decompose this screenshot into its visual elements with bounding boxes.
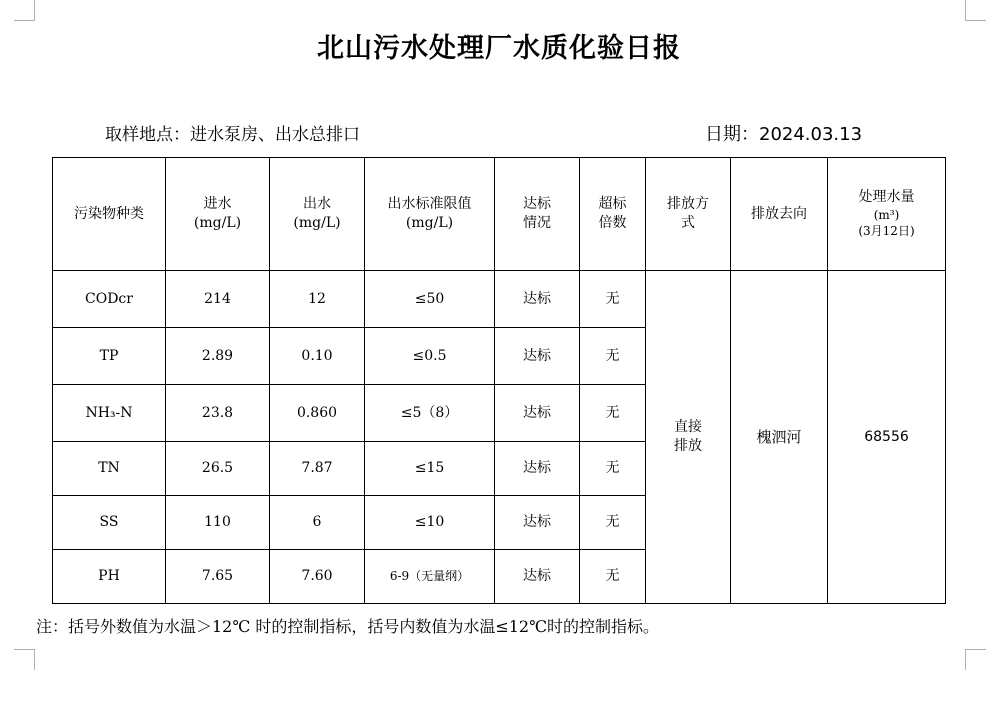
header-volume-date: (3月12日) — [858, 224, 915, 239]
header-status-line1: 达标 — [523, 196, 551, 213]
header-volume — [828, 158, 946, 271]
corner-mark-top-right — [965, 0, 986, 21]
inflow-value: 7.65 — [166, 550, 270, 604]
header-row — [53, 158, 946, 271]
outflow-value: 0.10 — [270, 328, 365, 385]
outflow-value: 12 — [270, 271, 365, 328]
date-value: 2024.03.13 — [759, 124, 863, 145]
limit-value: 6-9（无量纲） — [365, 550, 495, 604]
pollutant-name: NH₃-N — [53, 385, 166, 442]
discharge-method-line1: 直接 — [674, 419, 702, 436]
header-exceed-line2: 倍数 — [598, 215, 627, 231]
header-exceed — [580, 158, 646, 271]
header-outflow-label: 出水 — [303, 196, 331, 213]
inflow-value: 2.89 — [166, 328, 270, 385]
pollutant-name: TP — [53, 328, 166, 385]
corner-mark-top-left — [14, 0, 35, 21]
discharge-method-line2: 排放 — [674, 438, 702, 454]
exceed-value: 无 — [580, 496, 646, 550]
pollutant-name: TN — [53, 442, 166, 496]
discharge-method — [646, 271, 731, 604]
treated-volume: 68556 — [828, 271, 946, 604]
header-status — [495, 158, 580, 271]
exceed-value: 无 — [580, 271, 646, 328]
date-label: 日期： — [705, 124, 759, 145]
header-limit — [365, 158, 495, 271]
header-inflow-unit: (mg/L) — [193, 215, 242, 231]
status-value: 达标 — [495, 271, 580, 328]
header-status-line2: 情况 — [523, 215, 551, 231]
status-value: 达标 — [495, 550, 580, 604]
outflow-value: 6 — [270, 496, 365, 550]
header-outflow-unit: (mg/L) — [293, 215, 341, 231]
header-discharge-method — [646, 158, 731, 271]
pollutant-name: SS — [53, 496, 166, 550]
header-inflow — [166, 158, 270, 271]
outflow-value: 7.60 — [270, 550, 365, 604]
header-outflow — [270, 158, 365, 271]
page-title: 北山污水处理厂水质化验日报 — [317, 33, 681, 64]
outflow-value: 7.87 — [270, 442, 365, 496]
inflow-value: 23.8 — [166, 385, 270, 442]
corner-mark-bottom-right — [965, 649, 986, 670]
discharge-destination: 槐泗河 — [731, 271, 828, 604]
water-quality-table — [52, 157, 946, 604]
inflow-value: 214 — [166, 271, 270, 328]
sampling-location: 取样地点：进水泵房、出水总排口 — [105, 125, 360, 145]
inflow-value: 26.5 — [166, 442, 270, 496]
status-value: 达标 — [495, 496, 580, 550]
exceed-value: 无 — [580, 550, 646, 604]
limit-value: ≤15 — [365, 442, 495, 496]
status-value: 达标 — [495, 385, 580, 442]
exceed-value: 无 — [580, 442, 646, 496]
pollutant-name: CODcr — [53, 271, 166, 328]
limit-value: ≤10 — [365, 496, 495, 550]
header-discharge-line2: 式 — [681, 215, 695, 231]
outflow-value: 0.860 — [270, 385, 365, 442]
table-row — [53, 271, 946, 328]
header-pollutant: 污染物种类 — [53, 158, 166, 271]
limit-value: ≤5（8） — [365, 385, 495, 442]
limit-value: ≤50 — [365, 271, 495, 328]
header-discharge-line1: 排放方 — [667, 196, 709, 213]
header-inflow-label: 进水 — [203, 196, 232, 213]
header-exceed-line1: 超标 — [598, 196, 627, 213]
exceed-value: 无 — [580, 328, 646, 385]
status-value: 达标 — [495, 442, 580, 496]
header-limit-label: 出水标准限值 — [387, 196, 472, 213]
status-value: 达标 — [495, 328, 580, 385]
header-volume-unit: (m³) — [873, 208, 900, 223]
header-volume-line1: 处理水量 — [858, 189, 915, 206]
inflow-value: 110 — [166, 496, 270, 550]
header-destination: 排放去向 — [731, 158, 828, 271]
header-limit-unit: (mg/L) — [405, 215, 454, 231]
pollutant-name: PH — [53, 550, 166, 604]
limit-value: ≤0.5 — [365, 328, 495, 385]
report-date — [705, 120, 862, 146]
corner-mark-bottom-left — [14, 649, 35, 670]
footnote: 注：括号外数值为水温＞12℃ 时的控制指标，括号内数值为水温≤12℃时的控制指标。 — [36, 617, 660, 636]
exceed-value: 无 — [580, 385, 646, 442]
